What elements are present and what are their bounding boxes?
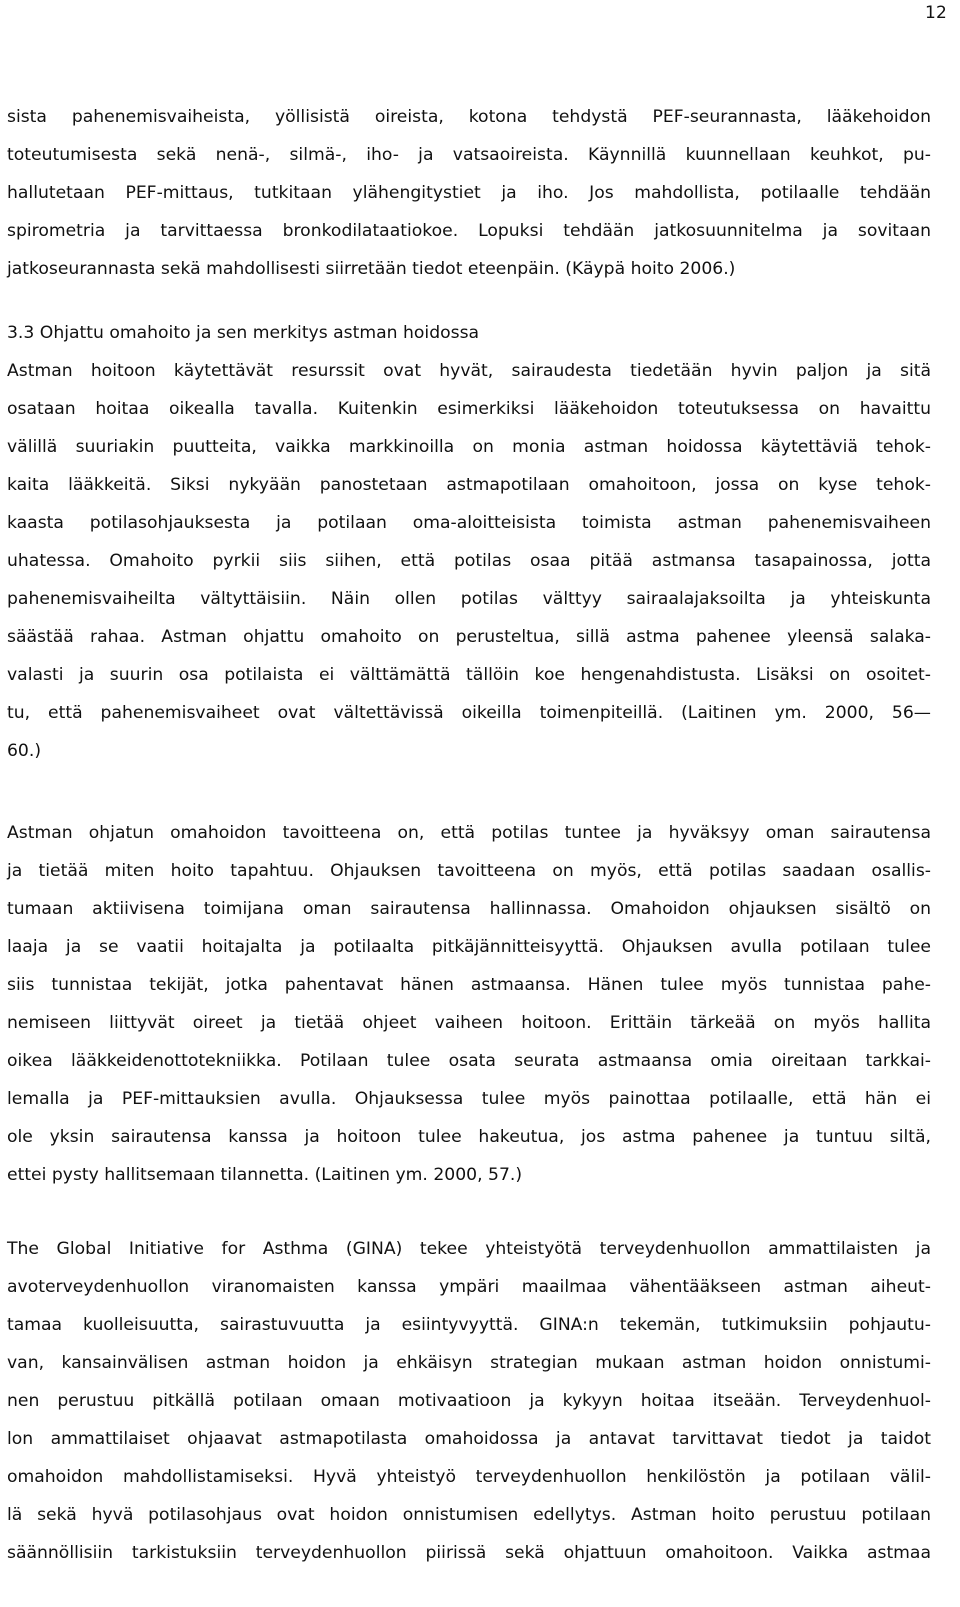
- text-line: avoterveydenhuollon viranomaisten kanssa ympäri maailmaa vähentääkseen astman aiheut-: [7, 1277, 931, 1297]
- text-line: Astman hoitoon käytettävät resurssit ovat hyvät, sairaudesta tiedetään hyvin paljon ja sitä: [7, 361, 931, 381]
- text-line: valasti ja suurin osa potilaista ei välttämättä tällöin koe hengenahdistusta. Lisäksi on osoitet-: [7, 665, 931, 685]
- text-line: oikea lääkkeidenottotekniikka. Potilaan tulee osata seurata astmaansa omia oireitaan tarkkai-: [7, 1051, 931, 1071]
- text-line: tamaa kuolleisuutta, sairastuvuutta ja esiintyvyyttä. GINA:n tekemän, tutkimuksiin pohjautu-: [7, 1315, 931, 1335]
- text-line: jatkoseurannasta sekä mahdollisesti siirretään tiedot eteenpäin. (Käypä hoito 2006.): [7, 259, 736, 279]
- page-number: 12: [924, 3, 947, 23]
- text-line: hallutetaan PEF-mittaus, tutkitaan ylähengitystiet ja iho. Jos mahdollista, potilaalle tehdään: [7, 183, 931, 203]
- text-line: ole yksin sairautensa kanssa ja hoitoon tulee hakeutua, jos astma pahenee ja tuntuu siltä,: [7, 1127, 931, 1147]
- text-line: osataan hoitaa oikealla tavalla. Kuitenkin esimerkiksi lääkehoidon toteutuksessa on havaittu: [7, 399, 931, 419]
- text-line: van, kansainvälisen astman hoidon ja ehkäisyn strategian mukaan astman hoidon onnistumi-: [7, 1353, 931, 1373]
- text-line: siis tunnistaa tekijät, jotka pahentavat hänen astmaansa. Hänen tulee myös tunnistaa pahe-: [7, 975, 931, 995]
- paragraph-1: [7, 102, 931, 292]
- text-line: tu, että pahenemisvaiheet ovat vältettävissä oikeilla toimenpiteillä. (Laitinen ym. 2000, 56—: [7, 703, 931, 723]
- paragraph-4: [7, 1234, 931, 1576]
- section-heading: 3.3 Ohjattu omahoito ja sen merkitys astman hoidossa: [7, 323, 480, 343]
- text-line: säännöllisiin tarkistuksiin terveydenhuollon piirissä sekä ohjattuun omahoitoon. Vaikka astmaa: [7, 1543, 931, 1563]
- text-line: uhatessa. Omahoito pyrkii siis siihen, että potilas osaa pitää astmansa tasapainossa, jotta: [7, 551, 931, 571]
- text-line: laaja ja se vaatii hoitajalta ja potilaalta pitkäjännitteisyyttä. Ohjauksen avulla potilaan tulee: [7, 937, 931, 957]
- text-line: Astman ohjatun omahoidon tavoitteena on, että potilas tuntee ja hyväksyy oman sairautensa: [7, 823, 931, 843]
- text-line: välillä suuriakin puutteita, vaikka markkinoilla on monia astman hoidossa käytettäviä tehok-: [7, 437, 931, 457]
- text-line: tumaan aktiivisena toimijana oman sairautensa hallinnassa. Omahoidon ohjauksen sisältö on: [7, 899, 931, 919]
- text-line: 60.): [7, 741, 42, 761]
- text-line: spirometria ja tarvittaessa bronkodilataatiokoe. Lopuksi tehdään jatkosuunnitelma ja sovitaan: [7, 221, 931, 241]
- text-line: lemalla ja PEF-mittauksien avulla. Ohjauksessa tulee myös painottaa potilaalle, että hän ei: [7, 1089, 931, 1109]
- text-line: omahoidon mahdollistamiseksi. Hyvä yhteistyö terveydenhuollon henkilöstön ja potilaan välil-: [7, 1467, 931, 1487]
- paragraph-2: [7, 318, 931, 774]
- paragraph-3: [7, 818, 931, 1198]
- text-line: kaita lääkkeitä. Siksi nykyään panostetaan astmapotilaan omahoitoon, jossa on kyse tehok-: [7, 475, 931, 495]
- text-line: lä sekä hyvä potilasohjaus ovat hoidon onnistumisen edellytys. Astman hoito perustuu potilaan: [7, 1505, 931, 1525]
- text-line: nen perustuu pitkällä potilaan omaan motivaatioon ja kykyyn hoitaa itseään. Terveydenhuol-: [7, 1391, 931, 1411]
- text-line: ettei pysty hallitsemaan tilannetta. (Laitinen ym. 2000, 57.): [7, 1165, 523, 1185]
- text-line: nemiseen liittyvät oireet ja tietää ohjeet vaiheen hoitoon. Erittäin tärkeää on myös hallita: [7, 1013, 931, 1033]
- text-line: pahenemisvaiheilta vältyttäisiin. Näin ollen potilas välttyy sairaalajaksoilta ja yhteiskunta: [7, 589, 931, 609]
- text-line: sista pahenemisvaiheista, yöllisistä oireista, kotona tehdystä PEF-seurannasta, lääkehoidon: [7, 107, 931, 127]
- text-line: lon ammattilaiset ohjaavat astmapotilasta omahoidossa ja antavat tarvittavat tiedot ja taidot: [7, 1429, 931, 1449]
- text-line: ja tietää miten hoito tapahtuu. Ohjauksen tavoitteena on myös, että potilas saadaan osallis-: [7, 861, 931, 881]
- text-line: The Global Initiative for Asthma (GINA) tekee yhteistyötä terveydenhuollon ammattilaisten ja: [7, 1239, 931, 1259]
- text-line: säästää rahaa. Astman ohjattu omahoito on perusteltua, sillä astma pahenee yleensä salaka-: [7, 627, 931, 647]
- text-line: toteutumisesta sekä nenä-, silmä-, iho- ja vatsaoireista. Käynnillä kuunnellaan keuhkot, pu-: [7, 145, 931, 165]
- text-line: kaasta potilasohjauksesta ja potilaan oma-aloitteisista toimista astman pahenemisvaiheen: [7, 513, 931, 533]
